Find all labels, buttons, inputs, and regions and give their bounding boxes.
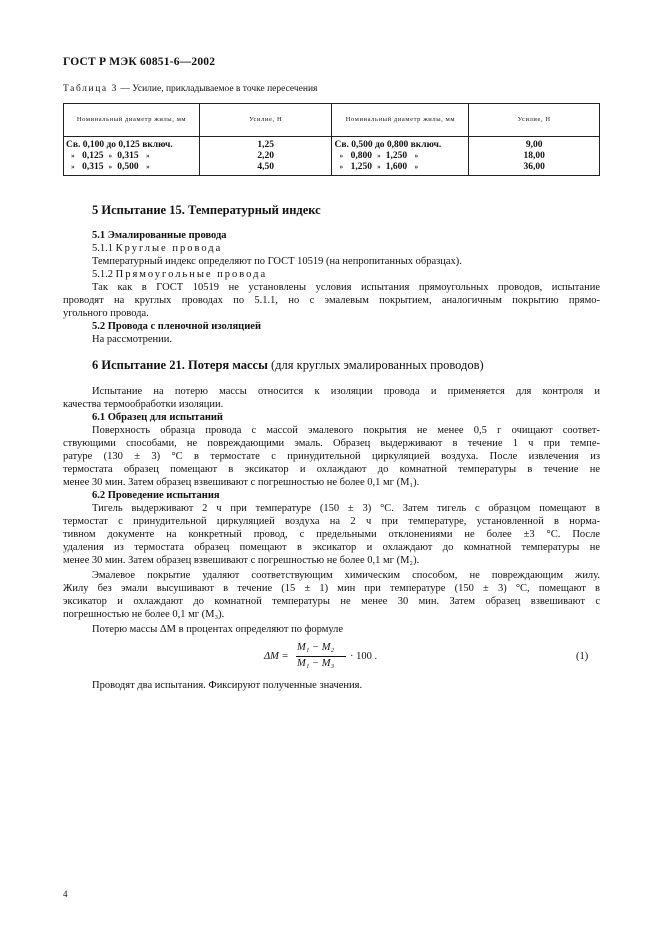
ditto-mark: » <box>339 151 344 160</box>
force-table <box>63 103 600 176</box>
diameter-row <box>66 140 197 151</box>
subsection-5-1-title: 5.1 Эмалированные провода <box>92 230 227 241</box>
paragraph-line: эксикатор и охлаждают до комнатной температуры не менее 30 мин. Затем образец взвешивают с <box>63 596 600 607</box>
clause-title: Прямоугольные провода <box>115 269 268 280</box>
diameter-row <box>66 162 197 173</box>
col-header-force-right: Усилие, Н <box>469 104 600 137</box>
paragraph-line: менее 30 мин. Затем образец взвешивают с погрешностью не более 0,1 мг (M₂). <box>63 555 420 566</box>
paragraph: Температурный индекс определяют по ГОСТ 10519 (на непропитанных образцах). <box>92 256 462 267</box>
paragraph: Проводят два испытания. Фиксируют полученные значения. <box>92 680 363 691</box>
paragraph-line: Жилу без эмали высушивают в течение (15 ± 1) мин при температуре (150 ± 3) °С, помещают в <box>63 583 600 594</box>
range-from: 0,315 <box>82 161 104 172</box>
formula-lhs: ΔM = <box>264 651 289 662</box>
force-value: 1,25 <box>257 139 275 150</box>
force-value: 2,20 <box>257 150 275 161</box>
range-to: до 0,800 <box>374 139 409 150</box>
ditto-mark: » <box>71 151 75 160</box>
clause-title: Круглые провода <box>115 243 223 254</box>
col-header-diameter-right: Номинальный диаметр жилы, мм <box>332 104 469 137</box>
paragraph-line: термостат с принудительной циркуляцией воздуха на 2 ч при температуре, установленной в норма- <box>63 516 600 527</box>
range-from: 1,250 <box>350 161 372 172</box>
table-caption <box>63 84 317 94</box>
range-to: до 0,125 <box>106 139 140 150</box>
paragraph-line: менее 30 мин. Затем образец взвешивают с погрешностью не более 0,1 мг (M₁). <box>63 477 420 488</box>
document-header: ГОСТ Р МЭК 60851-6—2002 <box>63 56 216 68</box>
paragraph-line: термостата образец помещают в эксикатор и охлаждают до комнатной температуры в течение не <box>63 464 600 475</box>
formula-denominator: M₁ − M₃ <box>297 658 335 669</box>
range-from: Св. 0,100 <box>66 139 105 150</box>
force-cell-left <box>199 137 331 176</box>
range-from: 0,800 <box>350 150 372 161</box>
table-header-row <box>64 104 600 137</box>
diameter-row <box>334 162 466 173</box>
ditto-mark: » <box>377 162 381 171</box>
subsection-6-1-title: 6.1 Образец для испытаний <box>92 412 223 423</box>
paragraph-line: угольного провода. <box>63 308 149 319</box>
formula-intro: Потерю массы ΔM в процентах определяют по формуле <box>92 624 344 635</box>
diameter-cell-right <box>332 137 469 176</box>
subsection-5-1-2-title <box>92 268 267 282</box>
ditto-mark: » <box>146 162 150 171</box>
diameter-row <box>334 151 466 162</box>
paragraph-line: ствующими способами, не повреждающими эмаль. Образец выдерживают в течение 1 ч при темпе- <box>63 438 600 449</box>
fraction-bar <box>296 656 346 657</box>
subsection-5-1-1-title <box>92 242 222 256</box>
paragraph-line: ратуре (130 ± 3) °С в термостате с принудительной циркуляцией воздуха. После извлечения из <box>63 451 600 462</box>
section-6-title-bold: 6 Испытание 21. Потеря массы <box>92 358 268 372</box>
paragraph-line: Эмалевое покрытие удаляют соответствующим химическим способом, не повреждающим жилу. <box>92 570 600 581</box>
range-from: 0,125 <box>82 150 104 161</box>
diameter-cell-left <box>64 137 200 176</box>
ditto-mark: » <box>339 162 344 171</box>
ditto-mark: » <box>146 151 150 160</box>
paragraph-line: Тигель выдерживают 2 ч при температуре (150 ± 3) °С. Затем тигель с образцом помещают в <box>92 503 600 514</box>
section-5-title: 5 Испытание 15. Температурный индекс <box>92 203 321 217</box>
paragraph-line: проводят на круглых проводах по 5.1.1, но с эмалевым покрытием, аналогичным покрытию прямо- <box>63 295 600 306</box>
section-6-title-normal: (для круглых эмалированных проводов) <box>267 358 484 372</box>
range-incl: включ. <box>142 139 173 150</box>
ditto-mark: » <box>414 162 419 171</box>
section-6-title <box>92 358 484 373</box>
clause-number: 5.1.1 <box>92 243 113 254</box>
diameter-row <box>334 140 466 151</box>
range-to: 0,500 <box>117 161 139 172</box>
paragraph-line: тивном документе на конкретный провод, с предельными отклонениями не более ±3 °С. После <box>63 529 600 540</box>
formula-number: (1) <box>576 651 589 662</box>
range-from: Св. 0,500 <box>334 139 373 150</box>
col-header-diameter-left: Номинальный диаметр жилы, мм <box>64 104 200 137</box>
formula-tail: · 100 . <box>350 651 378 662</box>
table-caption-label: Таблица 3 <box>63 84 119 94</box>
ditto-mark: » <box>377 151 381 160</box>
ditto-mark: » <box>108 162 113 171</box>
paragraph-line: Поверхность образца провода с массой эмалевого покрытия не менее 0,5 г очищают соответ- <box>92 425 600 436</box>
range-to: 0,315 <box>117 150 139 161</box>
formula-numerator: M₁ − M₂ <box>297 642 335 653</box>
range-incl: включ. <box>410 139 442 150</box>
table-body-row <box>64 137 600 176</box>
table-caption-text: — Усилие, прикладываемое в точке пересечения <box>118 84 318 94</box>
paragraph-line: Так как в ГОСТ 10519 не установлены условия испытания прямоугольных проводов, испытание <box>92 282 600 293</box>
force-value: 36,00 <box>523 161 545 172</box>
paragraph-line: погрешностью не более 0,1 мг (M₃). <box>63 609 225 620</box>
paragraph-line: удаления из термостата образец помещают в эксикатор и охлаждают до комнатной температуры не <box>63 542 600 553</box>
col-header-force-left: Усилие, Н <box>199 104 331 137</box>
range-to: 1,600 <box>385 161 408 172</box>
ditto-mark: » <box>71 162 75 171</box>
clause-number: 5.1.2 <box>92 269 113 280</box>
diameter-row <box>66 151 197 162</box>
page-number: 4 <box>63 889 68 899</box>
subsection-6-2-title: 6.2 Проведение испытания <box>92 490 220 501</box>
ditto-mark: » <box>108 151 113 160</box>
subsection-5-2-title: 5.2 Провода с пленочной изоляцией <box>92 321 261 332</box>
force-cell-right <box>469 137 600 176</box>
force-value: 18,00 <box>523 150 545 161</box>
force-value: 9,00 <box>525 139 543 150</box>
paragraph-line: качества термообработки изоляции. <box>63 399 224 410</box>
paragraph: На рассмотрении. <box>92 334 172 345</box>
range-to: 1,250 <box>385 150 408 161</box>
paragraph-line: Испытание на потерю массы относится к изоляции провода и применяется для контроля и <box>92 386 600 397</box>
ditto-mark: » <box>414 151 419 160</box>
force-value: 4,50 <box>257 161 275 172</box>
